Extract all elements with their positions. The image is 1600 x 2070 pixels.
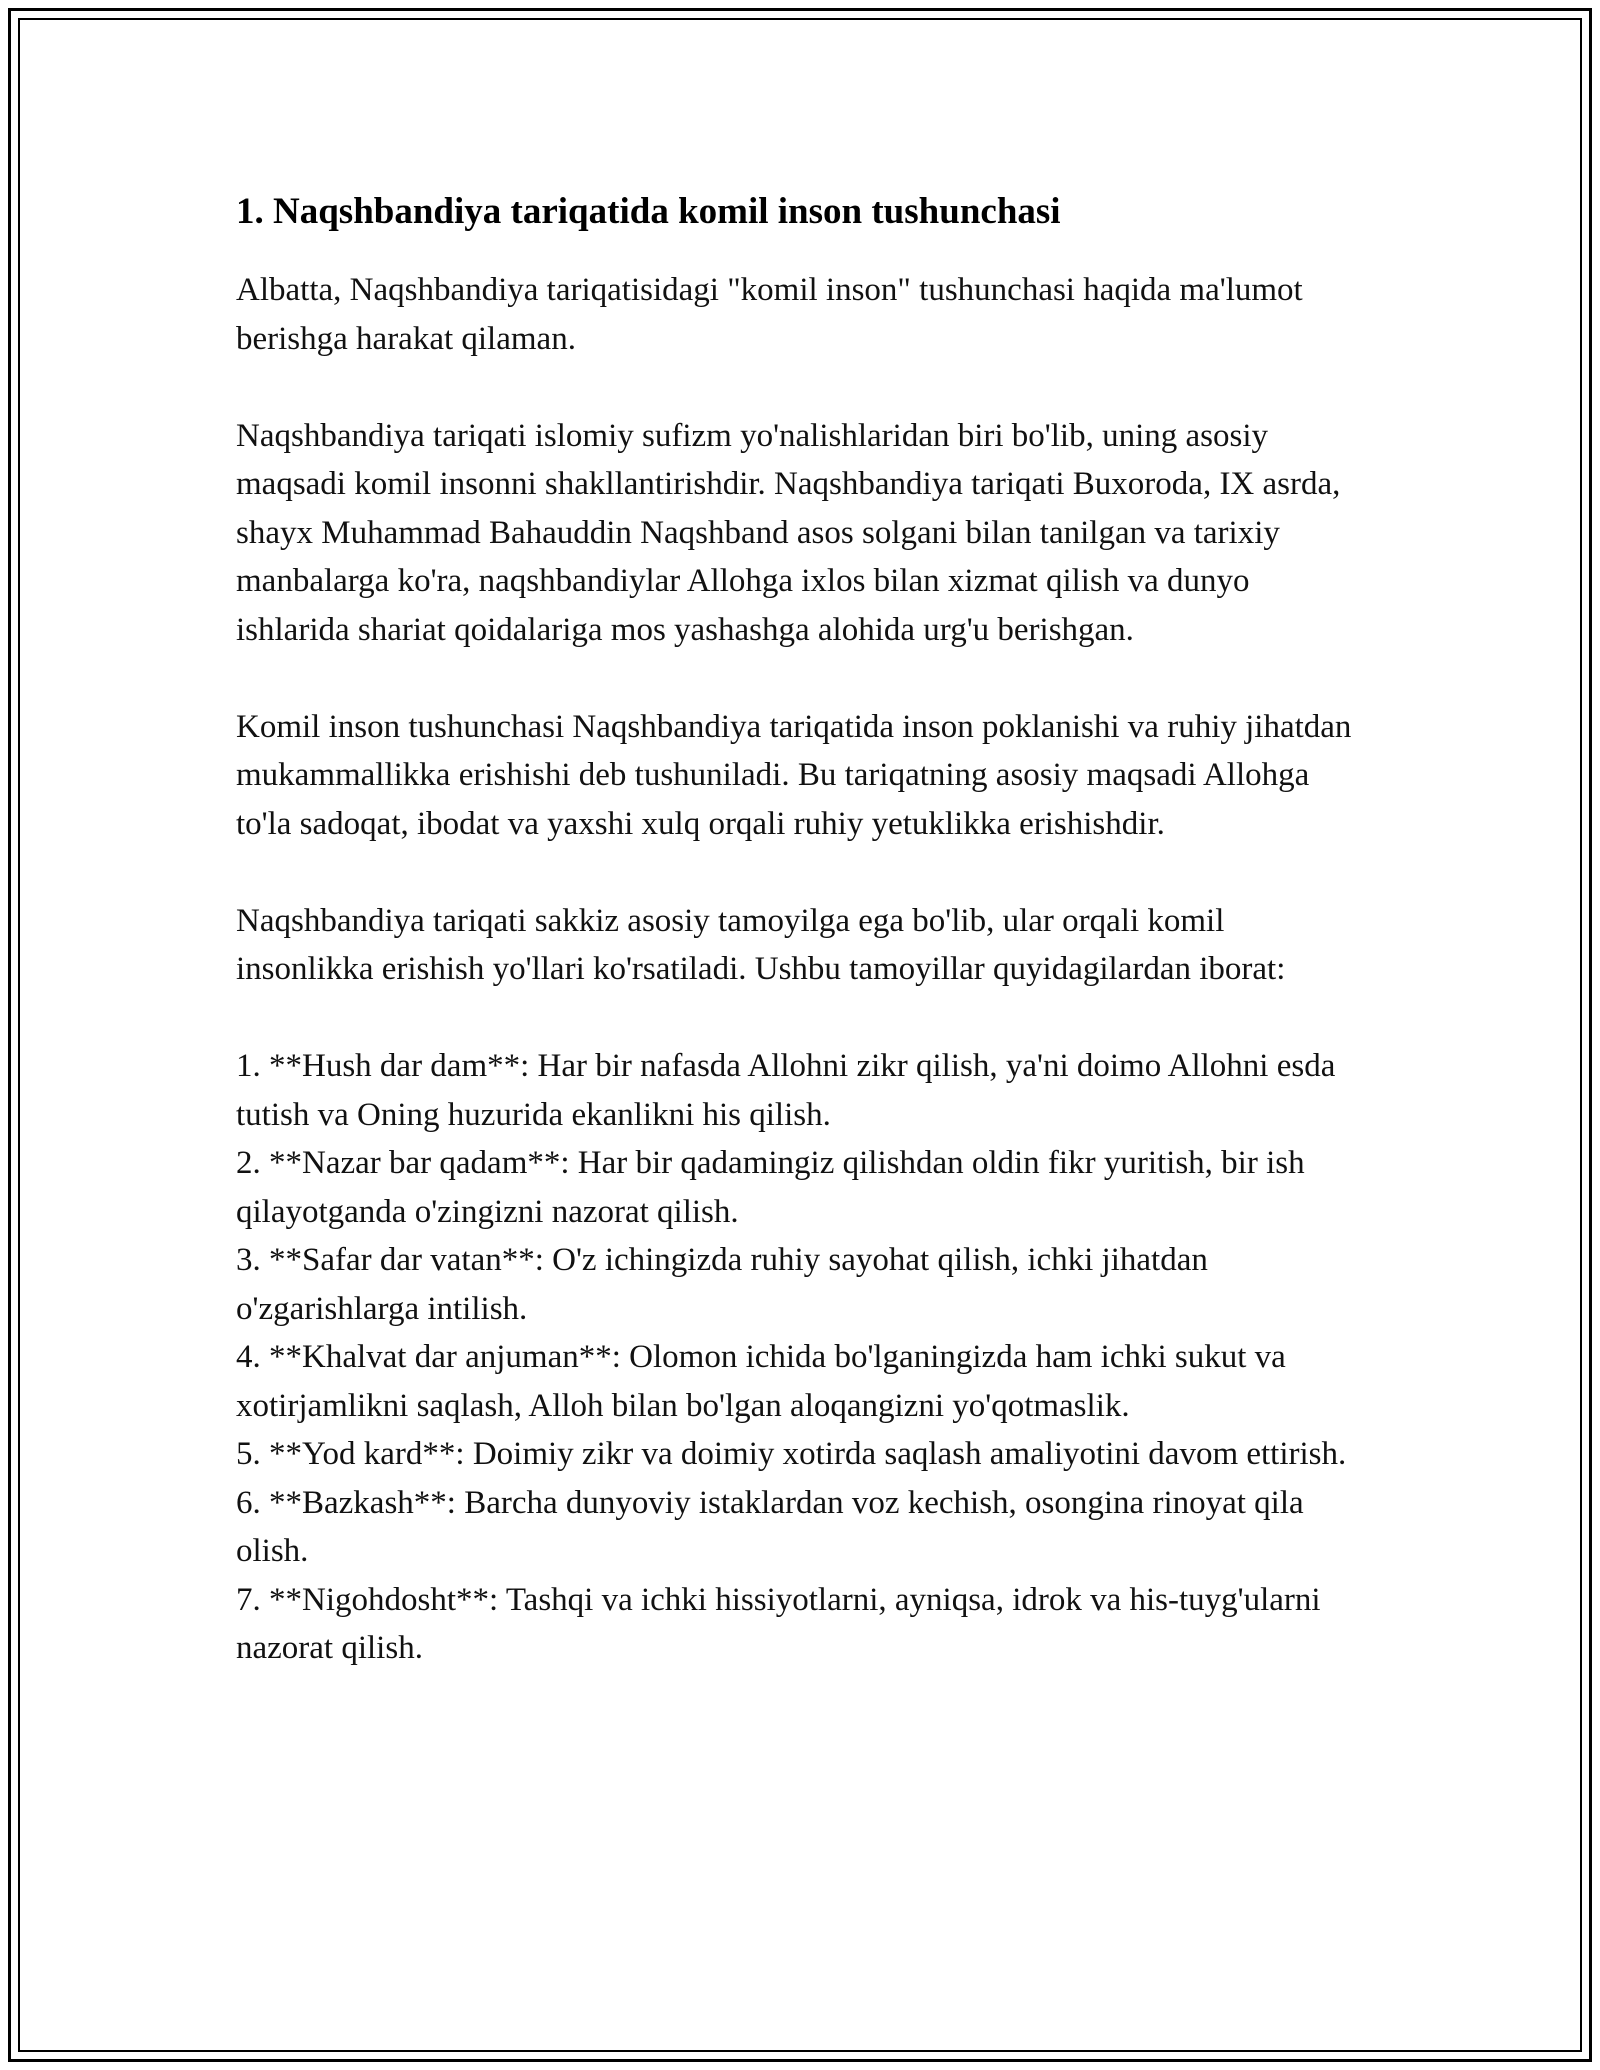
list-item: 6. **Bazkash**: Barcha dunyoviy istaklardan voz kechish, osongina rinoyat qila olish. xyxy=(236,1484,1304,1569)
section-heading: 1. Naqshbandiya tariqatida komil inson tushunchasi xyxy=(236,191,1061,232)
list-item: 4. **Khalvat dar anjuman**: Olomon ichida bo'lganingizda ham ichki sukut va xotirjamlikni saqlash, Alloh bilan bo'lgan aloqangizni yo'qotmaslik. xyxy=(236,1339,1286,1424)
history-paragraph: Naqshbandiya tariqati islomiy sufizm yo'nalishlaridan biri bo'lib, uning asosiy maqsadi komil insonni shakllantirishdir. Naqshbandiya tariqati Buxoroda, IX asrda, shayx Muhammad Bahauddin Naqshband asos solgani bilan tanilgan va tarixiy manbalarga ko'ra, naqshbandiylar Allohga ixlos bilan xizmat qilish va dunyo ishlarida shariat qoidalariga mos yashashga alohida urg'u berishgan. xyxy=(236,417,1341,648)
list-item: 7. **Nigohdosht**: Tashqi va ichki hissiyotlarni, ayniqsa, idrok va his-tuyg'ularni nazorat qilish. xyxy=(236,1581,1321,1666)
principles-list xyxy=(236,1042,1366,1673)
principles-intro-paragraph: Naqshbandiya tariqati sakkiz asosiy tamoyilga ega bo'lib, ular orqali komil insonlikka erishish yo'llari ko'rsatiladi. Ushbu tamoyillar quyidagilardan iborat: xyxy=(236,902,1286,987)
list-item: 2. **Nazar bar qadam**: Har bir qadamingiz qilishdan oldin fikr yuritish, bir ish qilayotganda o'zingizni nazorat qilish. xyxy=(236,1145,1305,1230)
document-body xyxy=(236,186,1366,1673)
list-item: 5. **Yod kard**: Doimiy zikr va doimiy xotirda saqlash amaliyotini davom ettirish. xyxy=(236,1436,1347,1472)
intro-paragraph: Albatta, Naqshbandiya tariqatisidagi "komil inson" tushunchasi haqida ma'lumot berishga harakat qilaman. xyxy=(236,272,1303,357)
list-item: 1. **Hush dar dam**: Har bir nafasda Allohni zikr qilish, ya'ni doimo Allohni esda tutish va Oning huzurida ekanlikni his qilish. xyxy=(236,1048,1336,1133)
concept-paragraph: Komil inson tushunchasi Naqshbandiya tariqatida inson poklanishi va ruhiy jihatdan mukammallikka erishishi deb tushuniladi. Bu tariqatning asosiy maqsadi Allohga to'la sadoqat, ibodat va yaxshi xulq orqali ruhiy yetuklikka erishishdir. xyxy=(236,708,1352,842)
list-item: 3. **Safar dar vatan**: O'z ichingizda ruhiy sayohat qilish, ichki jihatdan o'zgarishlarga intilish. xyxy=(236,1242,1208,1327)
